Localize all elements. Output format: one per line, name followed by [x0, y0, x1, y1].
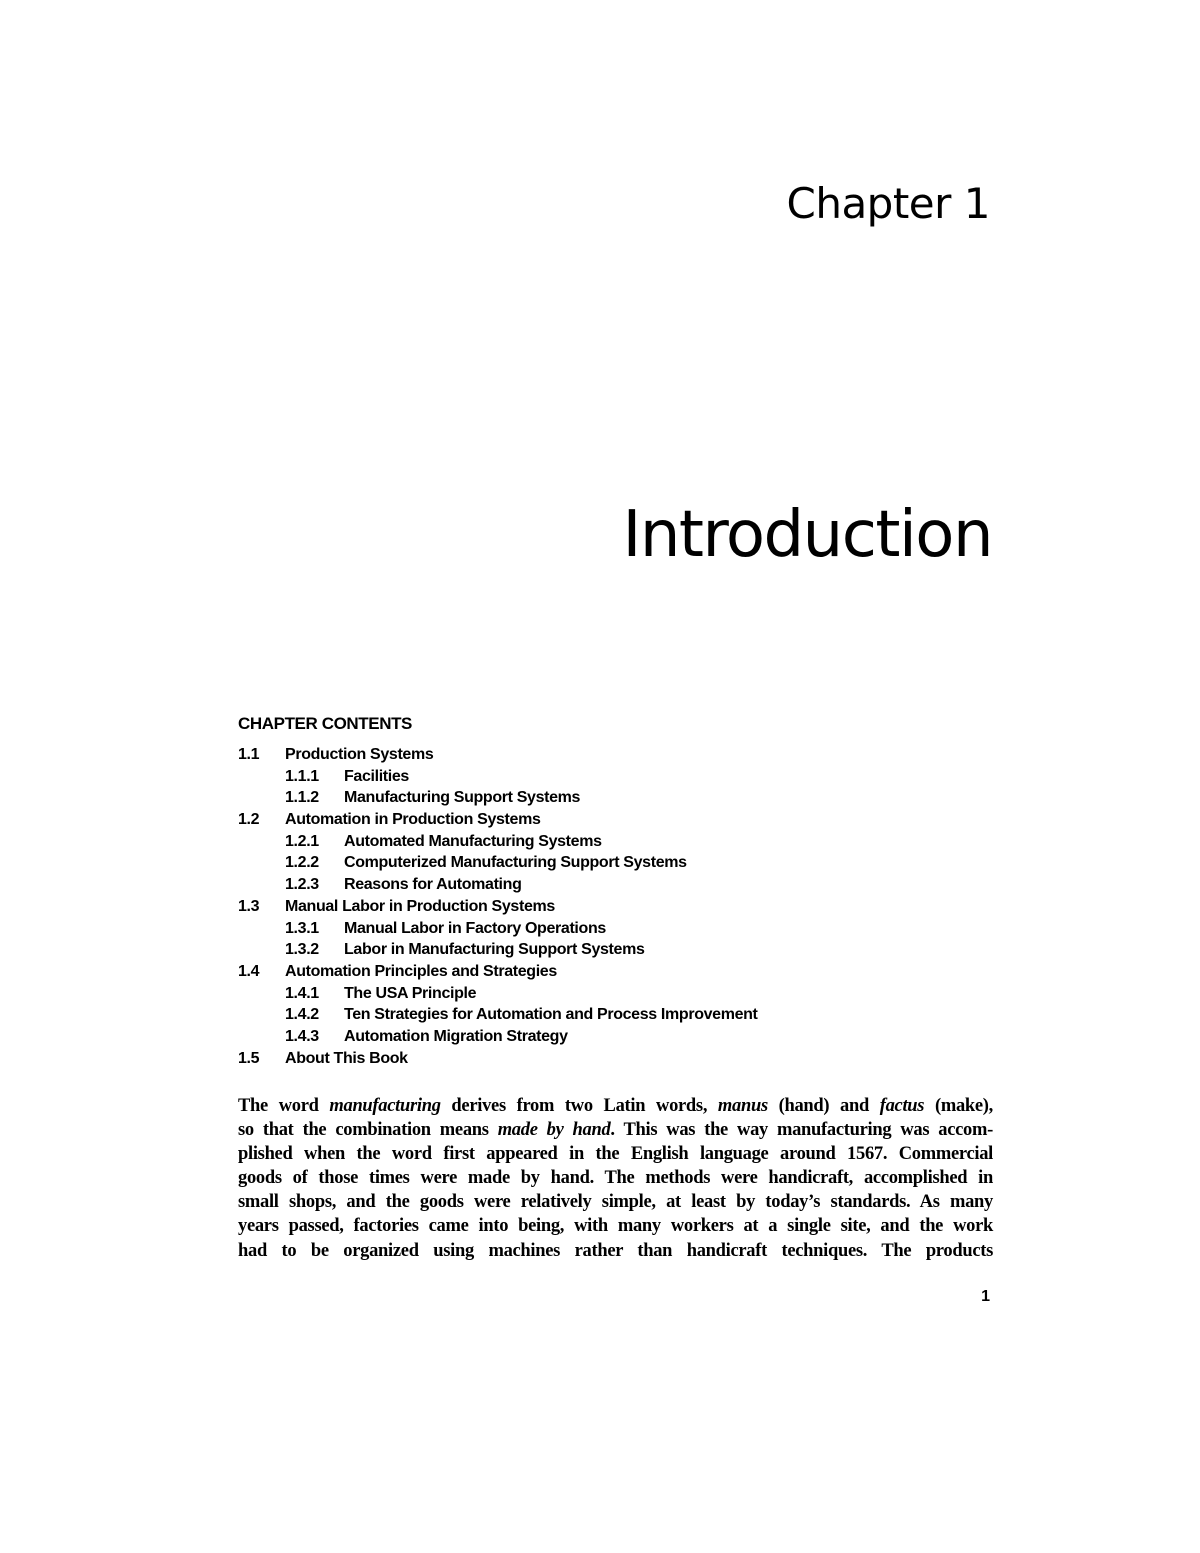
toc-title: The USA Principle — [344, 984, 477, 1002]
body-paragraph — [238, 1094, 993, 1263]
chapter-label: Chapter 1 — [786, 179, 990, 228]
toc-title: Manual Labor in Production Systems — [285, 897, 555, 915]
toc-number: 1.1 — [238, 746, 260, 763]
contents-heading: CHAPTER CONTENTS — [238, 714, 412, 733]
toc-number: 1.1.2 — [285, 789, 319, 807]
toc-number: 1.2.3 — [285, 876, 319, 894]
toc-number: 1.2.1 — [285, 832, 319, 850]
toc-item — [238, 1048, 998, 1070]
toc-title: Automation in Production Systems — [285, 811, 541, 829]
toc-title: Manufacturing Support Systems — [344, 789, 581, 807]
body-line: had to be organized using machines rather than handicraft techniques. The products — [238, 1240, 993, 1261]
toc-number: 1.4 — [238, 962, 260, 980]
toc-number: 1.3.1 — [285, 919, 319, 937]
toc-item — [238, 1026, 998, 1048]
text-run: . This was the way manufacturing was accom- — [610, 1120, 993, 1141]
toc-title: Automation Migration Strategy — [344, 1027, 568, 1045]
toc-item — [238, 918, 998, 940]
toc-number: 1.4.3 — [285, 1027, 319, 1045]
toc-item — [238, 961, 998, 983]
toc-item — [238, 874, 998, 896]
toc-title: Ten Strategies for Automation and Process Improvement — [344, 1006, 758, 1024]
body-line: small shops, and the goods were relatively simple, at least by today’s standards. As many — [238, 1192, 993, 1213]
page-number: 1 — [981, 1288, 990, 1305]
toc-title: Production Systems — [285, 746, 434, 763]
toc-title: Automated Manufacturing Systems — [344, 832, 602, 850]
toc-title: Computerized Manufacturing Support Systems — [344, 854, 687, 872]
italic-term: manus — [717, 1096, 768, 1116]
toc-item — [238, 809, 998, 831]
toc-item — [238, 831, 998, 853]
toc-title: Reasons for Automating — [344, 876, 522, 894]
text-run: so that the combination means — [238, 1120, 498, 1141]
toc-item — [238, 896, 998, 918]
text-run: derives from two Latin words, — [440, 1096, 718, 1116]
body-line: years passed, factories came into being, with many workers at a single site, and the work — [238, 1216, 993, 1237]
toc-title: Labor in Manufacturing Support Systems — [344, 941, 645, 959]
toc-item — [238, 852, 998, 874]
toc-item — [238, 787, 998, 809]
toc-item — [238, 766, 998, 788]
chapter-contents — [238, 712, 998, 1069]
toc-number: 1.2.2 — [285, 854, 319, 872]
body-line — [238, 1118, 993, 1142]
toc-item — [238, 939, 998, 961]
italic-term: manufacturing — [329, 1096, 441, 1116]
toc-item — [238, 983, 998, 1005]
text-run: The word — [238, 1096, 330, 1116]
body-line: plished when the word first appeared in the English language around 1567. Commercial — [238, 1144, 993, 1165]
toc-number: 1.3.2 — [285, 941, 319, 959]
toc-number: 1.4.1 — [285, 984, 319, 1002]
toc-number: 1.5 — [238, 1049, 260, 1067]
italic-term: made by hand — [497, 1120, 611, 1141]
body-line — [238, 1094, 993, 1118]
toc-item — [238, 744, 998, 766]
toc-title: Automation Principles and Strategies — [285, 962, 557, 980]
toc-number: 1.1.1 — [285, 767, 319, 785]
toc-title: About This Book — [285, 1049, 408, 1067]
toc-number: 1.2 — [238, 811, 260, 829]
italic-term: factus — [879, 1096, 925, 1116]
text-run: (hand) and — [767, 1096, 880, 1116]
toc-title: Manual Labor in Factory Operations — [344, 919, 606, 937]
toc-title: Facilities — [344, 767, 409, 785]
chapter-title: Introduction — [622, 498, 992, 572]
body-line: goods of those times were made by hand. The methods were handicraft, accomplished in — [238, 1168, 993, 1189]
toc-item — [238, 1004, 998, 1026]
toc-number: 1.3 — [238, 897, 260, 915]
toc-number: 1.4.2 — [285, 1006, 319, 1024]
toc-list — [238, 744, 998, 1069]
text-run: (make), — [924, 1096, 993, 1116]
